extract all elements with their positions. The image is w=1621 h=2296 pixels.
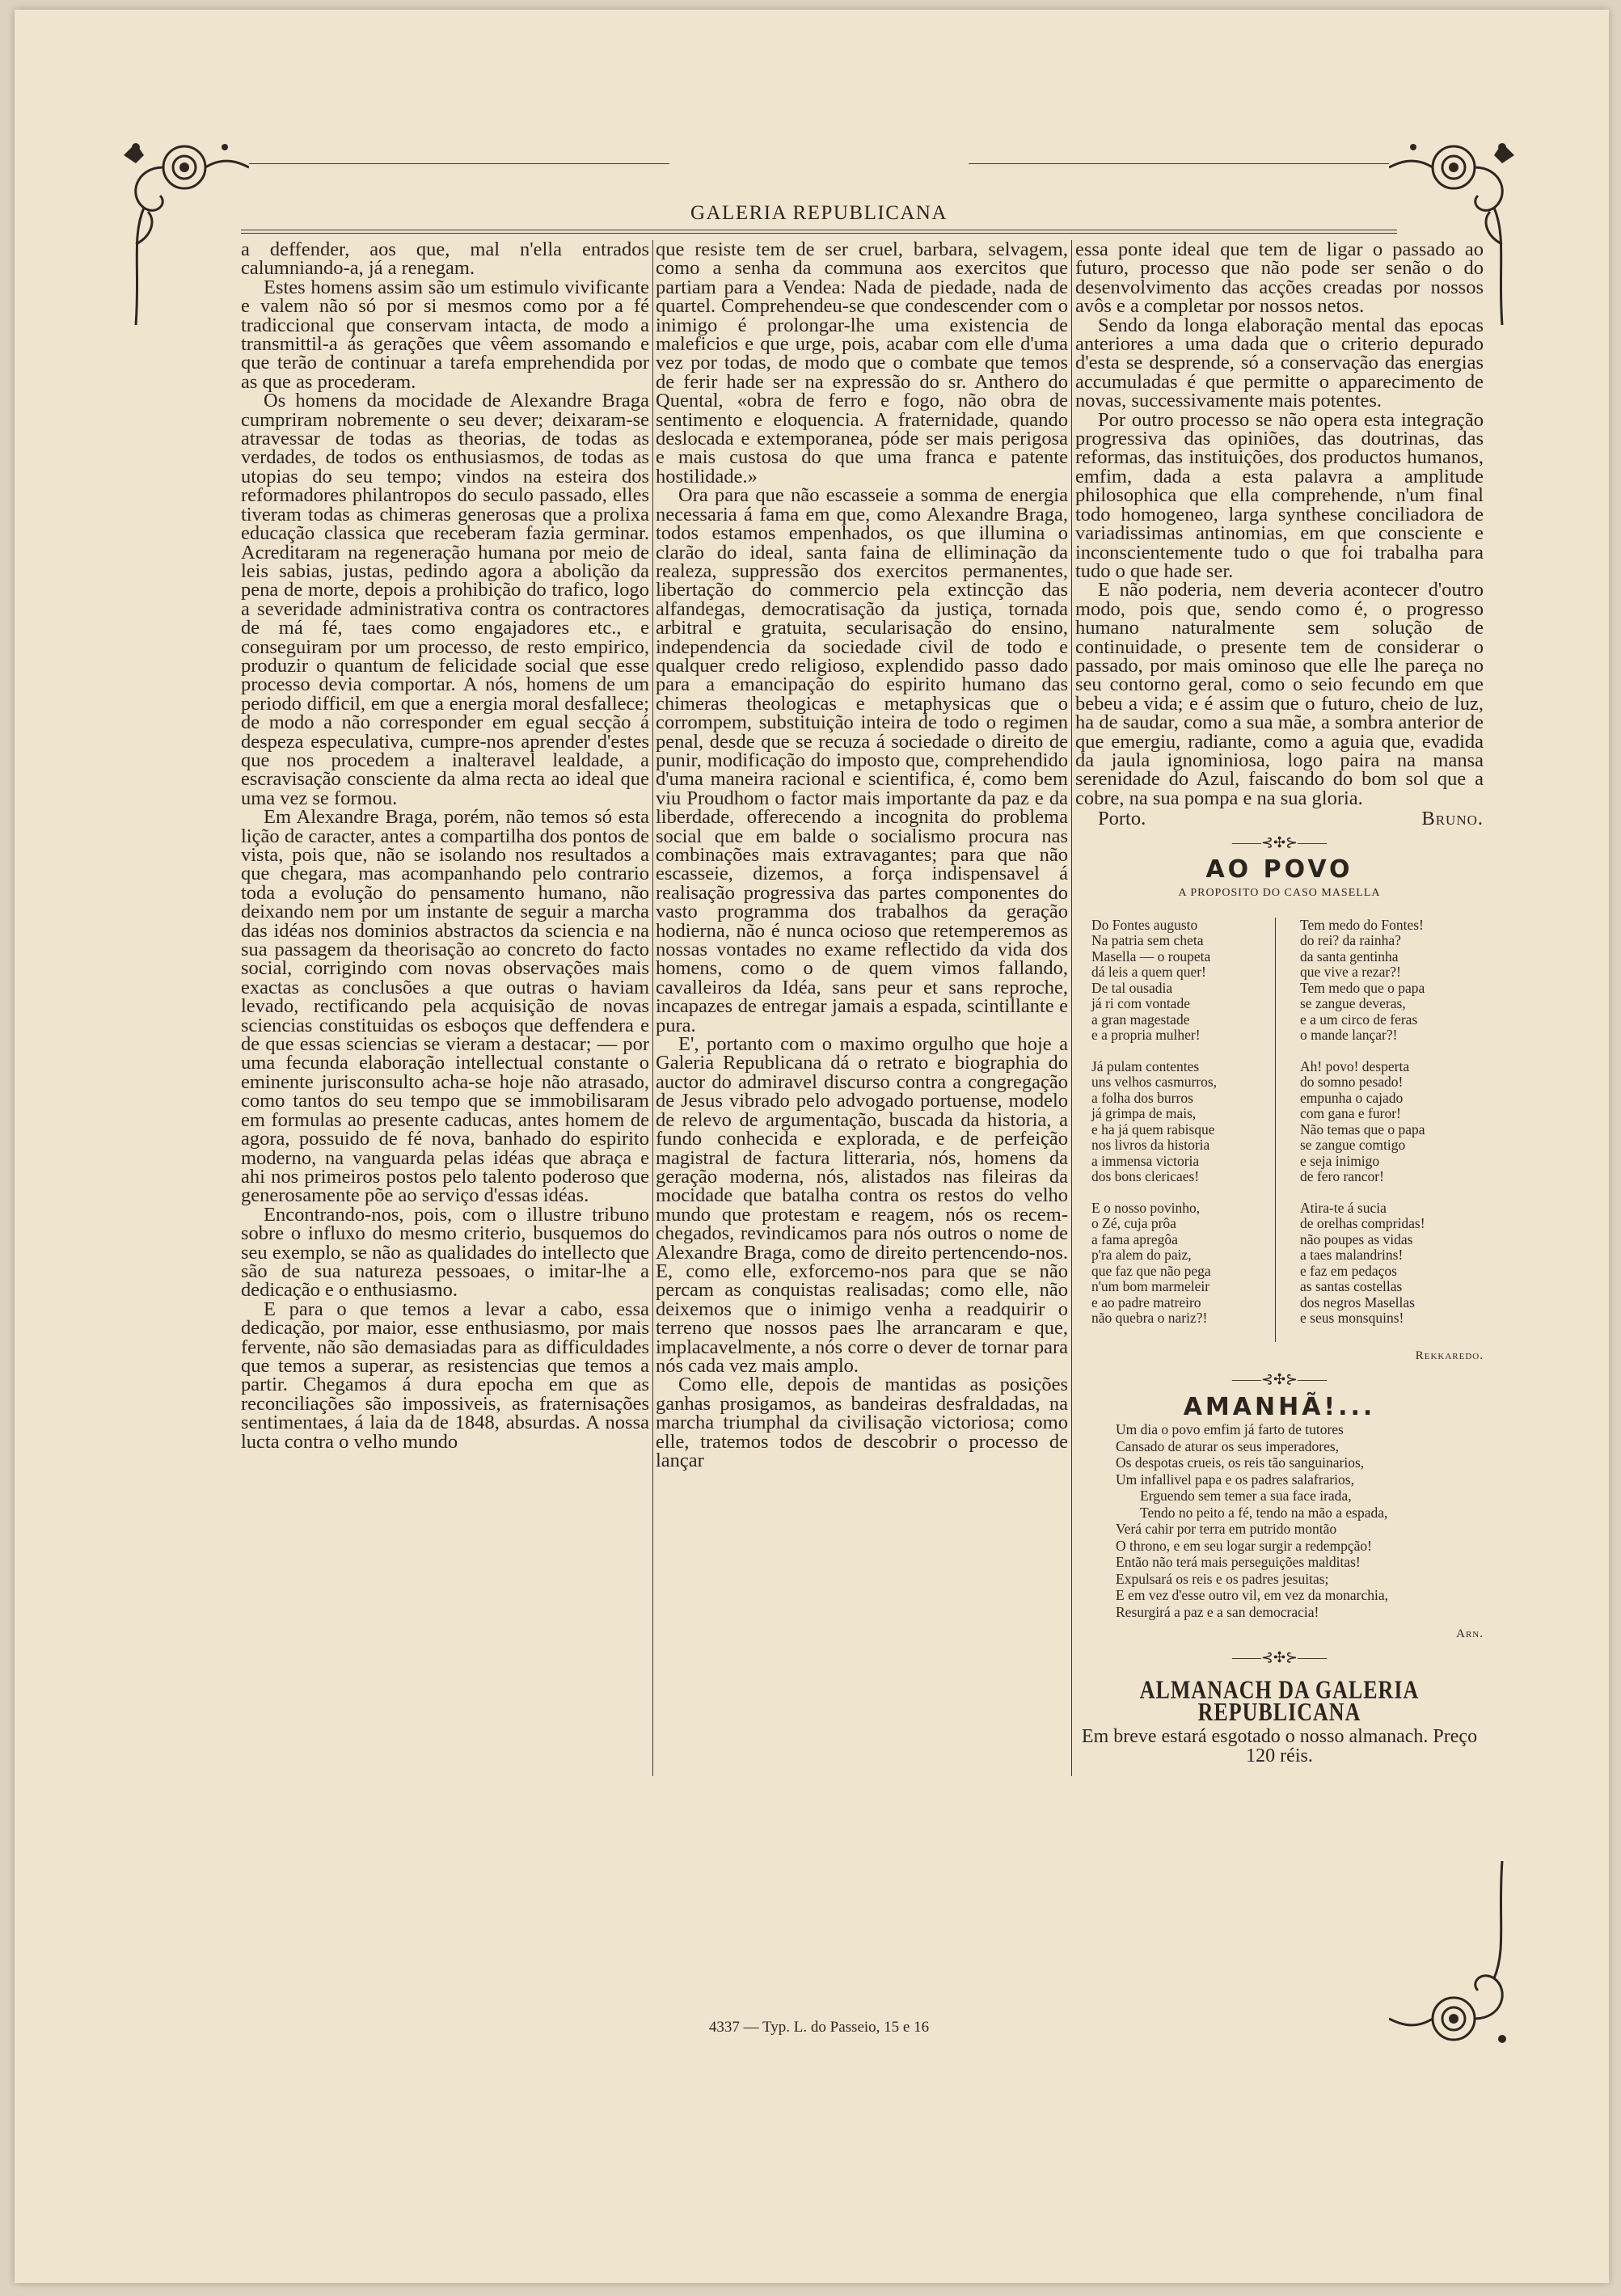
stanza — [1300, 1201, 1484, 1327]
verse-line: uns velhos casmurros, — [1091, 1074, 1218, 1091]
verse-line: do rei? da rainha? — [1300, 932, 1401, 949]
article-signature — [1075, 809, 1484, 828]
verse-line: a folha dos burros — [1091, 1089, 1193, 1106]
verse-line: a gran magestade — [1091, 1011, 1190, 1028]
almanach-notice: Em breve estará esgotado o nosso almanach. Preço 120 réis. — [1081, 1725, 1478, 1766]
poem-author: Rekkaredo. — [1415, 1348, 1484, 1362]
verse-line: da santa gentinha — [1300, 948, 1399, 964]
verse-line: do somno pesado! — [1300, 1074, 1404, 1091]
verse-line: e ha já quem rabisque — [1091, 1121, 1215, 1137]
top-rule-right — [969, 163, 1389, 164]
stanza — [1091, 1059, 1275, 1185]
verse-line: dos negros Masellas — [1300, 1294, 1415, 1310]
paragraph: Como elle, depois de mantidas as posições ganhas prosigamos, as bandeiras desfraldadas, na marcha triumphal da civilisação victoriosa; como elle, tratemos todos de descobrir o processo de lançar — [656, 1374, 1068, 1471]
column-rule-1 — [652, 240, 653, 1776]
verse-line: Verá cahir por terra em putrido montão — [1116, 1521, 1337, 1538]
column-rule-2 — [1071, 240, 1072, 1776]
paragraph: essa ponte ideal que tem de ligar o passado ao futuro, processo que não pode ser senão o do desenvolvimento das acções creadas por nossos avôs e a completar por nossos netos. — [1075, 238, 1484, 318]
verse-line: não poupes as vidas — [1300, 1230, 1413, 1247]
verse-line: Tem medo do Fontes! — [1300, 916, 1424, 933]
poem-title: AO POVO — [1205, 855, 1353, 884]
verse-line: com gana e furor! — [1300, 1105, 1401, 1122]
verse-line: se zangue deveras, — [1300, 995, 1406, 1012]
verse-line: Na patria sem cheta — [1091, 932, 1204, 949]
verse-line: Já pulam contentes — [1091, 1057, 1200, 1074]
page-header-title: GALERIA REPUBLICANA — [690, 202, 948, 224]
verse-line: o mande lançar?! — [1300, 1027, 1398, 1044]
verse-line: que vive a rezar?! — [1300, 964, 1401, 981]
paragraph: a deffender, aos que, mal n'ella entrados calumniando-a, já a renegam. — [241, 238, 649, 280]
verse-line: Então não terá mais perseguições malditas! — [1116, 1554, 1361, 1571]
paragraph: Sendo da longa elaboração mental das epocas anteriores a uma dada que o criterio depurado d'esta se desprende, só a conservação das energias accumuladas é que permitte o apparecimento de novas, successivamente mais potentes. — [1075, 314, 1484, 412]
verse-line: Cansado de aturar os seus imperadores, — [1116, 1437, 1340, 1454]
ornament-divider: ——⊰✣⊱—— — [1231, 834, 1328, 850]
verse-line: o Zé, cuja prôa — [1091, 1215, 1176, 1232]
verse-line: se zangue comtigo — [1300, 1137, 1406, 1154]
verse-line: de orelhas compridas! — [1300, 1215, 1425, 1232]
poem-body — [1075, 1421, 1484, 1620]
verse-line: O throno, e em seu logar surgir a redempção! — [1116, 1537, 1372, 1554]
poem-author: Arn. — [1456, 1627, 1484, 1641]
paragraph: E não poderia, nem deveria acontecer d'outro modo, pois que, sendo como é, o progresso humano naturalmente sem solução de continuidade, o presente tem de considerar o passado, por mais ominoso que elle lhe pareça no seu contorno geral, como o seio fecundo em que bebeu a vida; e é assim que o futuro, cheio de luz, ha de saudar, como a sua mãe, a sombra anterior de que emergiu, radiante, como a aguia que, evadida da jaula ignominiosa, logo paira na mansa serenidade do Azul, faiscando do bom sol que a cobre, na sua pompa e na sua gloria. — [1075, 579, 1484, 809]
ornament-divider: ——⊰✣⊱—— — [1231, 1649, 1328, 1666]
stanza — [1300, 918, 1484, 1044]
signature-place: Porto. — [1098, 808, 1146, 830]
signature-author: Bruno. — [1421, 808, 1484, 830]
top-left-ornament — [120, 131, 249, 341]
verse-line: já grimpa de mais, — [1091, 1105, 1197, 1122]
verse-line: Masella — o roupeta — [1091, 948, 1211, 964]
stanza — [1091, 1201, 1275, 1327]
verse-line: e seus monsquins! — [1300, 1310, 1404, 1327]
verse-line: e seja inimigo — [1300, 1152, 1380, 1169]
poem-right-column — [1275, 918, 1484, 1342]
stanza — [1091, 918, 1275, 1044]
verse-line: nos livros da historia — [1091, 1137, 1210, 1154]
poem-left-column — [1075, 918, 1275, 1342]
verse-line: e a um circo de feras — [1300, 1011, 1418, 1028]
article-column-2 — [656, 240, 1068, 1470]
page-frame — [136, 131, 1502, 2120]
verse-line: p'ra alem do paiz, — [1091, 1247, 1192, 1264]
verse-line: n'um bom marmeleir — [1091, 1278, 1210, 1295]
poem-body — [1075, 918, 1484, 1342]
verse-line: Atira-te á sucia — [1300, 1199, 1387, 1216]
paragraph: Encontrando-nos, pois, com o illustre tribuno sobre o influxo do mesmo criterio, busquemos do seu exemplo, se não as qualidades do intellecto que são de sua natureza pessoaes, o imitar-lhe a dedicação e o enthusiasmo. — [241, 1203, 649, 1302]
verse-line: e ao padre matreiro — [1091, 1294, 1201, 1310]
verse-line: dá leis a quem quer! — [1091, 964, 1206, 981]
stanza — [1300, 1059, 1484, 1185]
verse-line: e faz em pedaços — [1300, 1262, 1397, 1279]
paragraph: Em Alexandre Braga, porém, não temos só esta lição de caracter, antes a compartilha dos pontos de vista, pois que, não se isolando nos resultados a que chegara, mas acompanhando pelo contrario toda a evolução do pensamento humano, não deixando nem por um instante de seguir a marcha das idéas nos dominios abstractos da sciencia e na sua passagem da theorisação ao concreto do facto social, corrigindo com novas observações mais exactas as conclusões a que outras o haviam levado, rectificando pela acquisição de novas sciencias constituidas os esboços que deffendera e de que essas sciencias se vieram a destacar; — por uma fecunda elaboração intellectual constante o eminente jurisconsulto acha-se hoje não atrasado, como tantos do seu tempo que se immobilisaram em formulas ao presente caducas, antes homem de agora, possuido de fé nova, banhado do espirito moderno, na vanguarda pelas idéas que abraça e ahi nos primeiros postos pelo talento poderoso que generosamente põe ao serviço d'essas idéas. — [241, 806, 649, 1207]
paragraph: Por outro processo se não opera esta integração progressiva das opiniões, das doutrinas, das reformas, das instituições, dos productos humanos, emfim, dada a esta palavra a amplitude philosophica que ella comprehende, n'um final todo homogeneo, larga synthese conciliadora de variadissimas antinomias, em que consciente e inconscientemente tudo o que foi trabalha para tudo o que hade ser. — [1075, 408, 1484, 582]
poem-subtitle: A PROPOSITO DO CASO MASELLA — [1178, 887, 1381, 900]
verse-line: Tem medo que o papa — [1300, 979, 1425, 996]
article-column-3 — [1075, 240, 1484, 1766]
verse-line: Erguendo sem temer a sua face irada, — [1140, 1488, 1352, 1505]
verse-line: não quebra o nariz?! — [1091, 1310, 1208, 1327]
paragraph: Os homens da mocidade de Alexandre Braga cumpriram nobremente o seu dever; deixaram-se atravessar de todas as theorias, de todas as verdades, de todos os enthusiasmos, de todas as utopias do seu tempo; vindos na esteira dos reformadores philantropos do seculo passado, elles tiveram todas as chimeras generosas que a prolixa educação classica que receberam fazia germinar. Acreditaram na regeneração humana por meio de leis sabias, justas, pedindo agora a abolição da pena de morte, depois a prohibição do trafico, logo a severidade administrativa contra os contractores de má fé, taes como engajadores etc., e conseguiram por um processo, de resto empirico, produzir o quantum de felicidade social que esse processo devia comportar. A nós, homens de um periodo difficil, em que a energia moral desfallece; de modo a não corresponder em egual secção á despeza especulativa, cumpre-nos aprender d'estes que nos procedem a inalteravel lealdade, a escravisação consciente da alma recta ao ideal que uma vez se formou. — [241, 390, 649, 809]
verse-line: dos bons clericaes! — [1091, 1168, 1200, 1185]
verse-line: que faz que não pega — [1091, 1262, 1211, 1279]
paragraph: Ora para que não escasseie a somma de energia necessaria á fama em que, como Alexandre Braga, todos estamos empenhados, os que illumina o clarão do ideal, santa faina de elliminação da realeza, suppressão dos exercitos permanentes, libertação do commercio pela extincção das alfandegas, democratisação da justiça, tornada arbitral e gratuita, secularisação do ensino, independencia da sociedade civil de todo e qualquer credo religioso, explendido passo dado para a emancipação do espirito humano das chimeras theologicas e metaphysicas que o corrompem, substituição inteira de todo o regimen penal, desde que se recuza á sociedade o direito de punir, modificação do imposto que, comprehendido d'uma maneira racional e scientifica, é, como bem viu Proudhom o factor mais importante da paz e da liberdade, offerecendo a incognita do problema social que em balde o socialismo procura nas combinações mais extravagantes; para que não escasseie, dizemos, a força indispensavel á realisação progressiva das partes componentes do vasto programma dos trabalhos da geração hodierna, não é nunca ocioso que retemperemos as nossas vontades no exame reflectido da vida dos homens, como o de quem vimos fallando, cavalleiros da Idéa, sans peur et sans reproche, incapazes de entregar jamais a espada, scintillante e pura. — [656, 484, 1068, 1036]
verse-line: De tal ousadia — [1091, 979, 1173, 996]
paragraph: E', portanto com o maximo orgulho que hoje a Galeria Republicana dá o retrato e biographia do auctor do admiravel discurso contra a congregação de Jesus vibrado pelo advogado portuense, modelo de relevo de argumentação, buscada da historia, a fundo conhecida e explorada, e de perfeição magistral de factura litteraria, nós, homens da geração moderna, nós, alistados nas fileiras da mocidade que batalha contra os restos do velho mundo que protestam e reagem, nós os recem-chegados, revindicamos para nós outros o nome de Alexandre Braga, como de direito pertencendo-nos. E, como elle, exforcemo-nos para que se não percam as conquistas realisadas; como elle, não deixemos que o inimigo venha a readquirir o terreno que nossos paes lhe arrancaram e que, implacavelmente, a nós corre o dever de tornar para nós cada vez mais amplo. — [656, 1033, 1068, 1377]
verse-line: as santas costellas — [1300, 1278, 1403, 1295]
verse-line: Do Fontes augusto — [1091, 916, 1198, 933]
verse-line: empunha o cajado — [1300, 1089, 1404, 1106]
verse-line: e a propria mulher! — [1091, 1027, 1201, 1044]
paragraph: E para o que temos a levar a cabo, essa dedicação, por maior, esse enthusiasmo, por mais fervente, não são demasiadas para as difficuldades que temos a superar, as resistencias que temos a partir. Chegamos á dura epocha em que as reconciliações são impossiveis, as fraternisações sentimentaes, á laia da de 1848, absurdas. A nossa lucta contra o velho mundo — [241, 1298, 649, 1453]
verse-line: Tendo no peito a fé, tendo na mão a espada, — [1140, 1504, 1388, 1521]
verse-line: Ah! povo! desperta — [1300, 1057, 1410, 1074]
verse-line: a taes malandrins! — [1300, 1247, 1404, 1264]
verse-line: a immensa victoria — [1091, 1152, 1200, 1169]
verse-line: Não temas que o papa — [1300, 1121, 1425, 1137]
verse-line: E o nosso povinho, — [1091, 1199, 1201, 1216]
top-rule-left — [249, 163, 669, 164]
page-sheet — [15, 10, 1609, 2283]
page-footer: 4337 — Typ. L. do Passeio, 15 e 16 — [708, 2019, 930, 2036]
paragraph: Estes homens assim são um estimulo vivificante e valem não só por si mesmos como por a fé tradiccional que conservam intacta, de modo a transmittil-a ás gerações que vêem assomando e que terão de continuar a tarefa emprehendida por as que as procederam. — [241, 276, 649, 393]
header-rule — [241, 230, 1397, 234]
verse-line: de fero rancor! — [1300, 1168, 1384, 1185]
verse-line: já ri com vontade — [1091, 995, 1190, 1012]
verse-line: Um dia o povo emfim já farto de tutores — [1116, 1421, 1344, 1438]
poem-title: AMANHÃ!... — [1183, 1392, 1376, 1421]
verse-line: Expulsará os reis e os padres jesuitas; — [1116, 1570, 1329, 1587]
verse-line: E em vez d'esse outro vil, em vez da monarchia, — [1116, 1587, 1388, 1604]
verse-line: Um infallivel papa e os padres salafrarios, — [1116, 1471, 1354, 1488]
paragraph: que resiste tem de ser cruel, barbara, selvagem, como a senha da communa aos exercitos que partiam para a Vendea: Nada de piedade, nada de quartel. Comprehendeu-se que condescender com o inimigo é prolongar-lhe uma existencia de maleficios e que urge, pois, acabar com elle d'uma vez por todas, de modo que o combate que temos de ferir hade ser na expressão do sr. Anthero do Quental, «obra de ferro e fogo, não obra de sentimento e eloquencia. A fraternidade, quando deslocada e extemporanea, póde ser mais perigosa e mais custosa do que uma franca e patente hostilidade.» — [656, 238, 1068, 487]
almanach-title: ALMANACH DA GALERIA REPUBLICANA — [1139, 1675, 1420, 1727]
verse-line: Resurgirá a paz e a san democracia! — [1116, 1603, 1319, 1620]
verse-line: a fama apregôa — [1091, 1230, 1178, 1247]
verse-line: Os despotas crueis, os reis tão sanguinarios, — [1116, 1454, 1365, 1471]
ornament-divider: ——⊰✣⊱—— — [1231, 1371, 1328, 1388]
article-column-1 — [241, 240, 649, 1451]
